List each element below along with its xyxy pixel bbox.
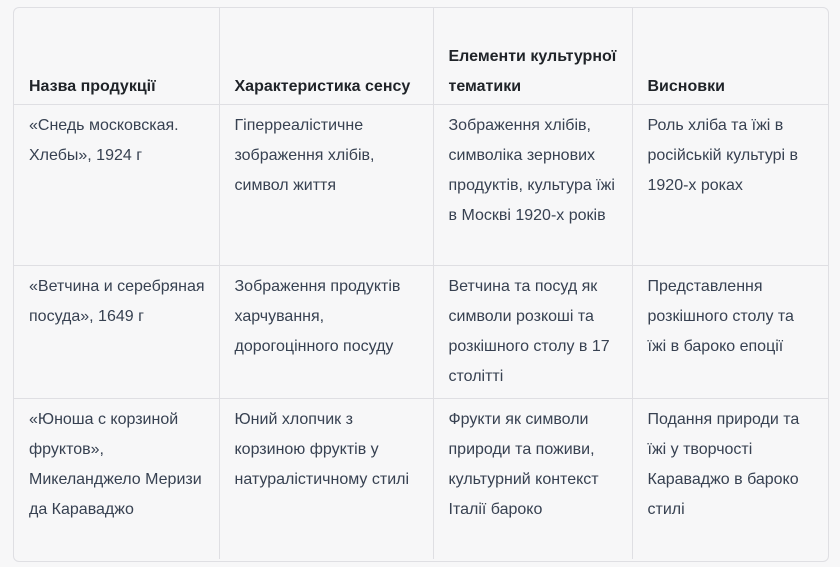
cell-product-name: «Ветчина и серебряная посуда», 1649 г [14,266,219,399]
header-conclusions: Висновки [632,8,828,105]
comparison-table [14,8,828,559]
cell-meaning: Юний хлопчик з корзиною фруктів у натуралістичному стилі [219,399,433,560]
table-row [14,266,828,399]
cell-conclusions: Подання природи та їжі у творчості Караваджо в бароко стилі [647,411,800,518]
cell-conclusions: Роль хліба та їжі в російській культурі в 1920-х роках [632,105,828,266]
cell-meaning: Зображення продуктів харчування, дорогоцінного посуду [219,266,433,399]
cell-conclusions: Представлення розкішного столу та їжі в бароко епоції [632,266,828,399]
table-row [14,105,828,266]
cell-cultural-elements: Фрукти як символи природи та поживи, культурний контекст Італії бароко [433,399,632,560]
cell-cultural-elements: Зображення хлібів, символіка зернових продуктів, культура їжі в Москві 1920-х років [433,105,632,266]
cell-product-name: «Снедь московская. Хлебы», 1924 г [14,105,219,266]
table-row [14,399,828,560]
header-cultural-elements: Елементи культурної тематики [433,8,632,105]
table-header-row [14,8,828,105]
cell-meaning: Гіперреалістичне зображення хлібів, символ життя [219,105,433,266]
cell-product-name: «Юноша с корзиной фруктов», Микеланджело Меризи да Караваджо [14,399,219,560]
table-container [13,7,829,562]
header-meaning: Характеристика сенсу [219,8,433,105]
header-product-name: Назва продукції [14,8,219,105]
cell-cultural-elements: Ветчина та посуд як символи розкоші та розкішного столу в 17 столітті [433,266,632,399]
